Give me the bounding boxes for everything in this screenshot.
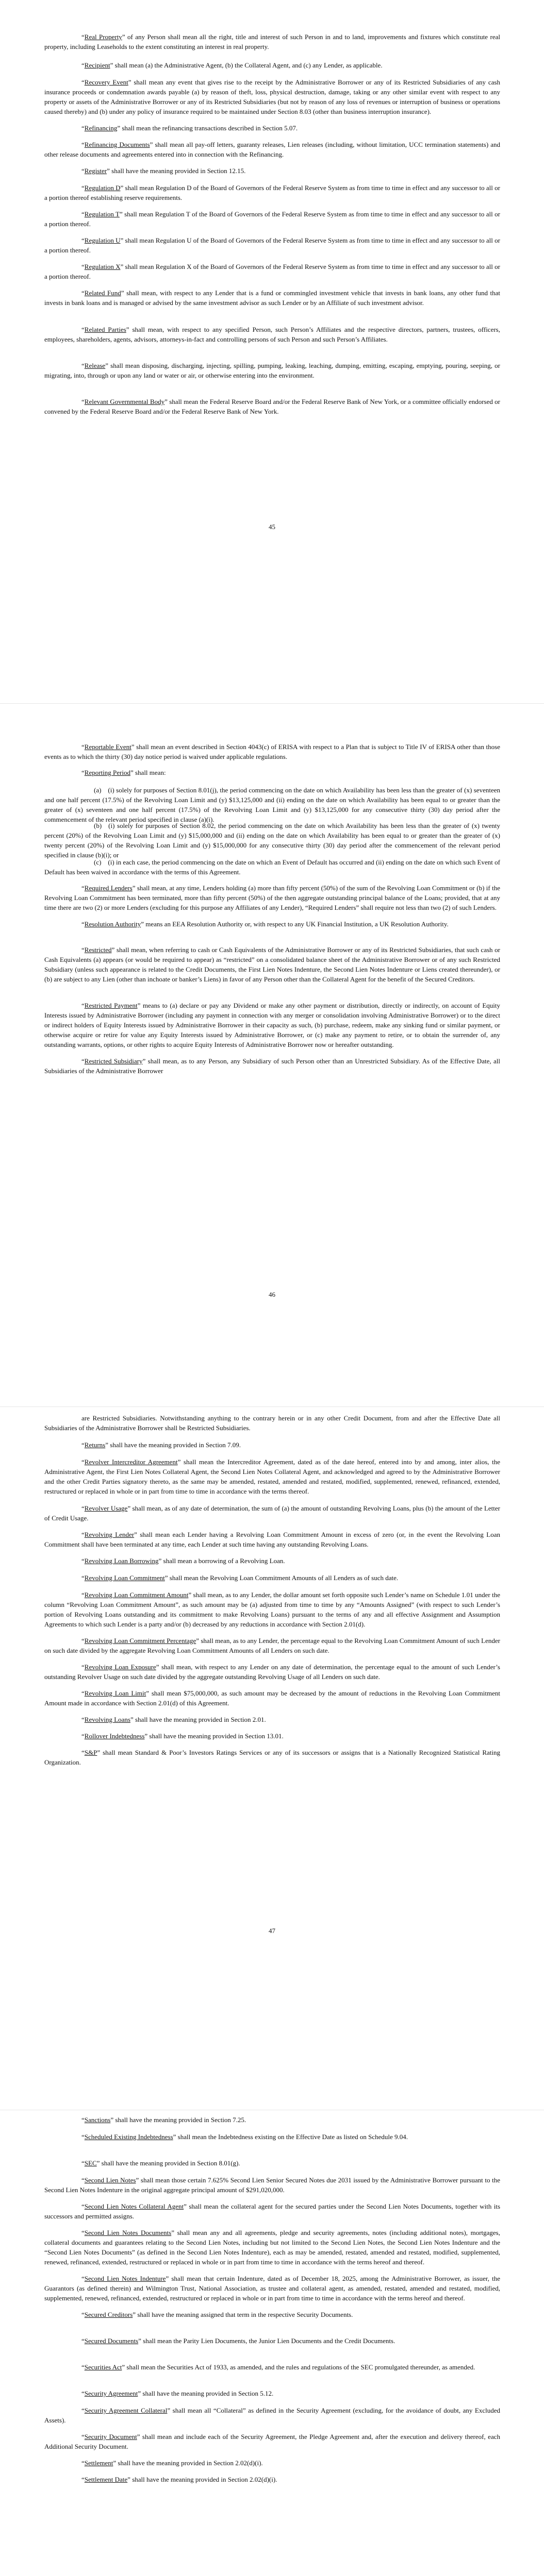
- defined-term: Release: [84, 362, 106, 369]
- defined-term: Second Lien Notes Documents: [84, 2229, 172, 2236]
- definition-paragraph: “Relevant Governmental Body” shall mean the Federal Reserve Board and/or the Federal Reserve Bank of New York, or a committee officially endorsed or convened by the Federal Reserve Board and/or the Federal Reserve Bank of New York.: [44, 398, 500, 415]
- defined-term: Restricted Payment: [84, 1002, 138, 1009]
- definition-paragraph: “Resolution Authority” means an EEA Resolution Authority or, with respect to any UK Financial Institution, a UK Resolution Authority.: [81, 920, 449, 928]
- defined-term: Revolver Usage: [84, 1504, 128, 1512]
- document-page: [0, 703, 544, 1406]
- definition-paragraph: “Revolving Loan Commitment Amount” shall mean, as to any Lender, the dollar amount set forth opposite such Lender’s name on Schedule 1.01 under the column “Revolving Loan Commitment Amount”, as such amount may be (a) adjusted from time to time by any “Amounts Assigned” (with respect to such Lender’s portion of Revolving Loans outstanding and its commitment to make Revolving Loans) pursuant to the terms of any and all effective Assignment and Assumption Agreements to which such Lender is a party and/or (b) decreased by any reductions in accordance with Section 2.01(d).: [44, 1591, 501, 1628]
- definition-paragraph: “Release” shall mean disposing, discharging, injecting, spilling, pumping, leaking, leaching, dumping, emitting, escaping, emptying, pouring, seeping, or migrating, into, through or upon any land or water or air, or otherwise entering into the environment.: [44, 362, 500, 379]
- definition-paragraph: “Restricted Subsidiary” shall mean, as to any Person, any Subsidiary of such Person other than an Unrestricted Subsidiary. As of the Effective Date, all Subsidiaries of the Administrative Borrower: [44, 1057, 500, 1075]
- page-number: 45: [269, 523, 275, 531]
- definition-paragraph: “Rollover Indebtedness” shall have the meaning provided in Section 13.01.: [81, 1732, 284, 1740]
- definition-paragraph: “Second Lien Notes” shall mean those certain 7.625% Second Lien Senior Secured Notes due 2031 issued by the Administrative Borrower pursuant to the Second Lien Notes Indenture in the original aggregate principal amount of $291,020,000.: [44, 2176, 501, 2194]
- defined-term: Revolving Loan Commitment Amount: [84, 1591, 189, 1599]
- definition-paragraph: “Revolving Loans” shall have the meaning provided in Section 2.01.: [81, 1716, 266, 1723]
- definition-paragraph: (c) (i) in each case, the period commencing on the date on which an Event of Default has occurred and (ii) ending on the date on which such Event of Default has been waived in accordance with the terms of this Agreement.: [44, 858, 500, 876]
- definition-paragraph: “Refinancing” shall mean the refinancing transactions described in Section 5.07.: [81, 124, 298, 132]
- definition-paragraph: are Restricted Subsidiaries. Notwithstanding anything to the contrary herein or in any other Credit Document, from and after the Effective Date all Subsidiaries of the Administrative Borrower shall be Restricted Subsidiaries.: [44, 1414, 500, 1432]
- definition-paragraph: “Revolving Loan Borrowing” shall mean a borrowing of a Revolving Loan.: [81, 1557, 285, 1565]
- definition-paragraph: “Second Lien Notes Indenture” shall mean that certain Indenture, dated as of December 18, 2025, among the Administrative Borrower, as issuer, the Guarantors (as defined therein) and Wilmington Trust, National Association, as trustee and collateral agent, as amended, restated, amended and restated, modified, supplemented, renewed, refinanced, extended, restructured or replaced in whole or in part from time to time in accordance with the terms hereof and thereof.: [44, 2275, 500, 2302]
- defined-term: Secured Documents: [84, 2337, 139, 2345]
- defined-term: Settlement: [84, 2459, 113, 2467]
- defined-term: Security Document: [84, 2433, 137, 2441]
- definition-paragraph: “Revolving Loan Commitment” shall mean the Revolving Loan Commitment Amounts of all Lenders as of such date.: [81, 1574, 399, 1582]
- defined-term: Revolving Loan Commitment Percentage: [84, 1637, 196, 1645]
- defined-term: Regulation T: [84, 210, 120, 218]
- definition-paragraph: “Settlement Date” shall have the meaning provided in Section 2.02(d)(i).: [81, 2476, 277, 2483]
- defined-term: Reportable Event: [84, 743, 131, 751]
- document-page: [0, 0, 544, 703]
- defined-term: Rollover Indebtedness: [84, 1732, 145, 1740]
- definition-paragraph: “Returns” shall have the meaning provided in Section 7.09.: [81, 1441, 241, 1449]
- definition-paragraph: “Second Lien Notes Documents” shall mean any and all agreements, pledge and security agreements, notes (including additional notes), mortgages, collateral documents and guarantees relating to the Second Lien Notes, including but not limited to the Second Lien Notes, the Second Lien Notes Indenture and the “Second Lien Notes Documents” (as defined in the Second Lien Notes Indenture), each as may be amended, restated, amended and restated, modified, supplemented, renewed, refinanced, extended, restructured or replaced in whole or in part from time to time in accordance with the terms hereof and thereof.: [44, 2229, 500, 2266]
- definition-paragraph: “Secured Documents” shall mean the Parity Lien Documents, the Junior Lien Documents and the Credit Documents.: [81, 2337, 395, 2345]
- defined-term: Securities Act: [84, 2363, 122, 2371]
- defined-term: Security Agreement: [84, 2389, 138, 2397]
- definition-paragraph: “Revolving Lender” shall mean each Lender having a Revolving Loan Commitment Amount in excess of zero (or, in the event the Revolving Loan Commitment shall have been terminated at any time, each Lender at such time having any outstanding Revolving Loans.: [44, 1531, 500, 1548]
- document-page: [0, 1406, 544, 2110]
- defined-term: Regulation U: [84, 236, 121, 244]
- page-divider: [0, 703, 544, 704]
- definition-paragraph: “Settlement” shall have the meaning provided in Section 2.02(d)(i).: [81, 2459, 263, 2467]
- defined-term: Reporting Period: [84, 769, 130, 776]
- defined-term: Recovery Event: [84, 78, 128, 86]
- defined-term: Settlement Date: [84, 2476, 128, 2483]
- definition-paragraph: “Revolving Loan Limit” shall mean $75,000,000, as such amount may be decreased by the amount of reductions in the Revolving Loan Commitment Amount made in accordance with Section 2.01(d) of this Agreement.: [44, 1689, 500, 1707]
- defined-term: Related Fund: [84, 289, 121, 297]
- defined-term: Returns: [84, 1441, 106, 1449]
- defined-term: Register: [84, 167, 107, 175]
- defined-term: Restricted: [84, 946, 112, 954]
- definition-paragraph: “Second Lien Notes Collateral Agent” shall mean the collateral agent for the secured parties under the Second Lien Notes Documents, together with its successors and permitted assigns.: [44, 2202, 501, 2220]
- definition-paragraph: “Related Fund” shall mean, with respect to any Lender that is a fund or commingled investment vehicle that invests in bank loans, any other fund that invests in bank loans and is managed or advised by the same investment advisor as such Lender or by an Affiliate of such investment advisor.: [44, 289, 501, 307]
- definition-paragraph: “Security Document” shall mean and include each of the Security Agreement, the Pledge Agreement and, after the execution and delivery thereof, each Additional Security Document.: [44, 2433, 500, 2450]
- defined-term: Second Lien Notes Indenture: [84, 2275, 166, 2282]
- defined-term: Refinancing: [84, 124, 118, 132]
- definition-paragraph: “Revolving Loan Commitment Percentage” shall mean, as to any Lender, the percentage equal to the Revolving Loan Commitment Amount of such Lender on such date divided by the aggregate Revolving Loan Commitment Amounts of all Lenders on such date.: [44, 1637, 500, 1654]
- defined-term: Second Lien Notes Collateral Agent: [84, 2202, 184, 2210]
- definition-paragraph: “Scheduled Existing Indebtedness” shall mean the Indebtedness existing on the Effective Date as listed on Schedule 9.04.: [81, 2133, 408, 2141]
- definition-paragraph: “Refinancing Documents” shall mean all pay-off letters, guaranty releases, Lien releases (including, without limitation, UCC termination statements) and other release documents and agreements entered into in connection with the Refinancing.: [44, 141, 500, 158]
- definition-paragraph: “Regulation D” shall mean Regulation D of the Board of Governors of the Federal Reserve System as from time to time in effect and any successor to all or a portion thereof establishing reserve requirements.: [44, 184, 501, 201]
- page-divider: [0, 1406, 544, 1407]
- defined-term: SEC: [84, 2159, 97, 2167]
- page-number: 46: [269, 1291, 275, 1298]
- defined-term: Required Lenders: [84, 884, 133, 892]
- defined-term: Relevant Governmental Body: [84, 398, 165, 405]
- definition-paragraph: “Required Lenders” shall mean, at any time, Lenders holding (a) more than fifty percent (50%) of the sum of the Revolving Loan Commitment or (b) if the Revolving Loan Commitment has been terminated, more than fifty percent (50%) of the then aggregate outstanding principal balance of the Loans; provided, that at any time there are two (2) or more Lenders (excluding for this purpose any Affiliates of any Lender), “Required Lenders” shall require not less than two (2) of such Lenders.: [44, 884, 500, 911]
- definition-paragraph: (b) (i) solely for purposes of Section 8.02, the period commencing on the date on which Availability has been less than the greater of (x) twenty percent (20%) of the Revolving Loan Limit and (y) $15,000,000 and (ii) ending on the date on which Availability has been equal to or greater than the greater of (x) twenty percent (20%) of the Revolving Loan Limit and (y) $15,000,000 for any consecutive thirty (30) day period after the commencement of the relevant period specified in clause (b)(i); or: [44, 822, 500, 859]
- defined-term: Regulation X: [84, 263, 121, 270]
- definition-paragraph: (a) (i) solely for purposes of Section 8.01(j), the period commencing on the date on which Availability has been less than the greater of (x) seventeen and one half percent (17.5%) of the Revolving Loan Limit and (y) $13,125,000 and (ii) ending on the date on which Availability has been equal to or greater than the greater of (x) seventeen and one half percent (17.5%) of the Revolving Loan Limit and (y) $13,125,000 for any consecutive thirty (30) day period after the commencement of the relevant period specified in clause (a)(i).: [44, 786, 500, 823]
- definition-paragraph: “Reportable Event” shall mean an event described in Section 4043(c) of ERISA with respect to a Plan that is subject to Title IV of ERISA other than those events as to which the thirty (30) day notice period is waived under applicable regulations.: [44, 743, 501, 760]
- defined-term: Revolving Loan Borrowing: [84, 1557, 159, 1565]
- defined-term: Revolving Loans: [84, 1716, 130, 1723]
- definition-paragraph: “Secured Creditors” shall have the meaning assigned that term in the respective Security Documents.: [81, 2311, 353, 2318]
- defined-term: Scheduled Existing Indebtedness: [84, 2133, 173, 2141]
- defined-term: Refinancing Documents: [84, 141, 150, 148]
- definition-paragraph: “Related Parties” shall mean, with respect to any specified Person, such Person’s Affiliates and the respective directors, partners, trustees, officers, employees, shareholders, agents, advisors, attorneys-in-fact and controlling persons of such Person and such Person’s Affiliates.: [44, 326, 500, 343]
- definition-paragraph: “Restricted” shall mean, when referring to cash or Cash Equivalents of the Administrative Borrower or any of its Restricted Subsidiaries, that such cash or Cash Equivalents (a) appears (or would be required to appear) as “restricted” on a consolidated balance sheet of the Administrative Borrower or of any such Restricted Subsidiary (unless such appearance is related to the Credit Documents, the First Lien Notes Indenture, the Second Lien Notes Indenture or Liens created thereunder), or (b) are subject to any Lien (other than inchoate or banker’s Liens) in favor of any Person other than the Collateral Agent for the benefit of the Secured Creditors.: [44, 946, 500, 983]
- defined-term: Revolving Loan Exposure: [84, 1663, 156, 1671]
- defined-term: Second Lien Notes: [84, 2176, 136, 2184]
- defined-term: Revolver Intercreditor Agreement: [84, 1458, 178, 1466]
- definition-paragraph: “Recipient” shall mean (a) the Administrative Agent, (b) the Collateral Agent, and (c) any Lender, as applicable.: [81, 61, 383, 69]
- definition-paragraph: “Securities Act” shall mean the Securities Act of 1933, as amended, and the rules and regulations of the SEC promulgated thereunder, as amended.: [81, 2363, 475, 2371]
- definition-paragraph: “Revolving Loan Exposure” shall mean, with respect to any Lender on any date of determination, the percentage equal to the amount of such Lender’s outstanding Revolver Usage on such date divided by the aggregate outstanding Revolving Usage of all Lenders on such date.: [44, 1663, 500, 1681]
- page-number: 47: [269, 1927, 275, 1935]
- definition-paragraph: “Restricted Payment” means to (a) declare or pay any Dividend or make any other payment or distribution, directly or indirectly, on account of Equity Interests issued by Administrative Borrower (including any payment in connection with any merger or consolidation involving Administrative Borrower) or to the direct or indirect holders of Equity Interests issued by Administrative Borrower in their capacity as such, (b) purchase, redeem, make any sinking fund or similar payment, or otherwise acquire or retire for value any Equity Interests issued by Administrative Borrower, or (c) make any payment to retire, or to obtain the surrender of, any outstanding warrants, options, or other rights to acquire Equity Interests of Administrative Borrower now or hereafter outstanding.: [44, 1002, 500, 1048]
- defined-term: Real Property: [84, 33, 122, 41]
- definition-paragraph: “SEC” shall have the meaning provided in Section 8.01(g).: [81, 2159, 240, 2167]
- definition-paragraph: “S&P” shall mean Standard & Poor’s Investors Ratings Services or any of its successors or assigns that is a Nationally Recognized Statistical Rating Organization.: [44, 1749, 500, 1766]
- definition-paragraph: “Recovery Event” shall mean any event that gives rise to the receipt by the Administrative Borrower or any of its Restricted Subsidiaries of any cash insurance proceeds or condemnation awards payable (a) by reason of theft, loss, physical destruction, damage, taking or any other similar event with respect to any property or assets of the Administrative Borrower or any of its Restricted Subsidiaries (but not by reason of any loss of revenues or interruption of business or operations caused thereby) and (b) under any policy of insurance required to be maintained under Section 8.03 (other than business interruption insurance).: [44, 78, 500, 115]
- definition-paragraph: “Reporting Period” shall mean:: [81, 769, 166, 776]
- definition-paragraph: “Register” shall have the meaning provided in Section 12.15.: [81, 167, 246, 175]
- defined-term: Restricted Subsidiary: [84, 1057, 143, 1065]
- defined-term: Revolving Lender: [84, 1531, 135, 1538]
- definition-paragraph: “Security Agreement” shall have the meaning provided in Section 5.12.: [81, 2389, 274, 2397]
- definition-paragraph: “Regulation X” shall mean Regulation X of the Board of Governors of the Federal Reserve System as from time to time in effect and any successor to all or a portion thereof.: [44, 263, 501, 280]
- defined-term: Recipient: [84, 61, 110, 69]
- defined-term: Related Parties: [84, 326, 126, 333]
- defined-term: Revolving Loan Limit: [84, 1689, 146, 1697]
- defined-term: Regulation D: [84, 184, 121, 192]
- definition-paragraph: “Regulation U” shall mean Regulation U of the Board of Governors of the Federal Reserve System as from time to time in effect and any successor to all or a portion thereof.: [44, 236, 501, 254]
- definition-paragraph: “Sanctions” shall have the meaning provided in Section 7.25.: [81, 2116, 246, 2124]
- definition-paragraph: “Security Agreement Collateral” shall mean all “Collateral” as defined in the Security Agreement (excluding, for the avoidance of doubt, any Excluded Assets).: [44, 2406, 500, 2424]
- defined-term: Secured Creditors: [84, 2311, 133, 2318]
- definition-paragraph: “Regulation T” shall mean Regulation T of the Board of Governors of the Federal Reserve System as from time to time in effect and any successor to all or a portion thereof.: [44, 210, 500, 228]
- defined-term: Security Agreement Collateral: [84, 2406, 168, 2414]
- defined-term: Revolving Loan Commitment: [84, 1574, 165, 1582]
- document-page: [0, 2110, 544, 2576]
- definition-paragraph: “Revolver Intercreditor Agreement” shall mean the Intercreditor Agreement, dated as of the date hereof, entered into by and among, inter alios, the Administrative Agent, the First Lien Notes Collateral Agent, the Second Lien Notes Collateral Agent, and acknowledged and agreed to by the Administrative Borrower and the other Credit Parties signatory thereto, as the same may be amended, restated, amended and restated, modified, supplemented, renewed, refinanced, extended, restructured or replaced in whole or in part from time to time in accordance with the terms thereof.: [44, 1458, 500, 1495]
- definition-paragraph: “Revolver Usage” shall mean, as of any date of determination, the sum of (a) the amount of outstanding Revolving Loans, plus (b) the amount of the Letter of Credit Usage.: [44, 1504, 500, 1522]
- definition-paragraph: “Real Property” of any Person shall mean all the right, title and interest of such Person in and to land, improvements and fixtures which constitute real property, including Leaseholds to the extent constituting an interest in real property.: [44, 33, 500, 50]
- defined-term: Sanctions: [84, 2116, 111, 2124]
- defined-term: Resolution Authority: [84, 920, 141, 928]
- defined-term: S&P: [84, 1749, 97, 1756]
